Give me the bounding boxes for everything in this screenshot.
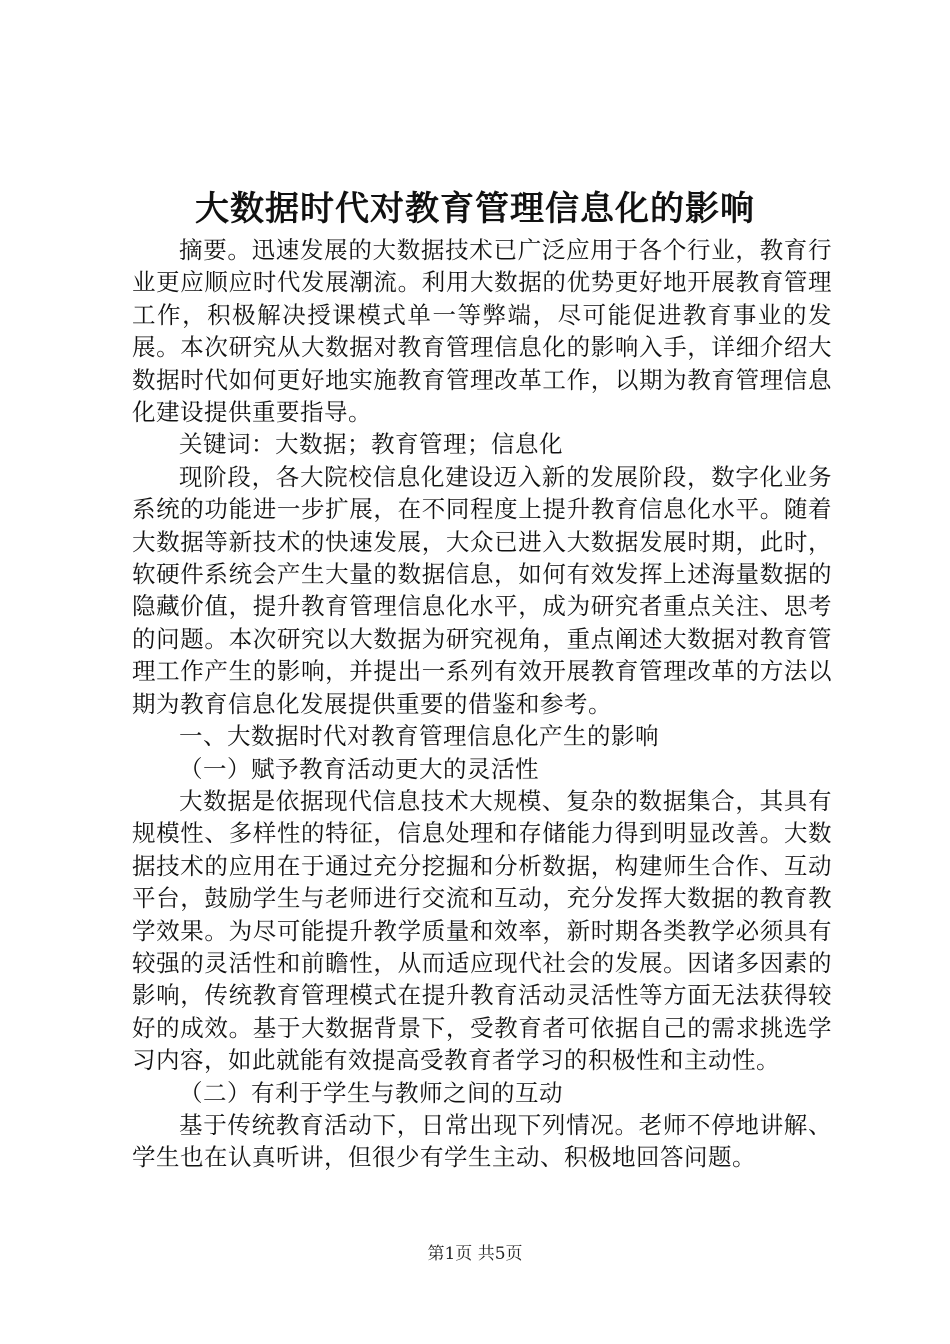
subsection-1-paragraph: 大数据是依据现代信息技术大规模、复杂的数据集合，其具有规模性、多样性的特征，信息处理和存储能力得到明显改善。大数据技术的应用在于通过充分挖掘和分析数据，构建师生合作、互动平台，鼓励学生与老师进行交流和互动，充分发挥大数据的教育教学效果。为尽可能提升教学质量和效率，新时期各类教学必须具有较强的灵活性和前瞻性，从而适应现代社会的发展。因诸多因素的影响，传统教育管理模式在提升教育活动灵活性等方面无法获得较好的成效。基于大数据背景下，受教育者可依据自己的需求挑选学习内容，如此就能有效提高受教育者学习的积极性和主动性。	[132, 786, 832, 1075]
page-footer: 第1页 共5页	[427, 1244, 523, 1264]
subsection-heading-2: （二）有利于学生与教师之间的互动	[179, 1078, 563, 1107]
subsection-heading-1: （一）赋予教育活动更大的灵活性	[179, 754, 539, 783]
abstract-paragraph: 摘要。迅速发展的大数据技术已广泛应用于各个行业，教育行业更应顺应时代发展潮流。利用大数据的优势更好地开展教育管理工作，积极解决授课模式单一等弊端，尽可能促进教育事业的发展。本次研究从大数据对教育管理信息化的影响入手，详细介绍大数据时代如何更好地实施教育管理改革工作，以期为教育管理信息化建设提供重要指导。	[132, 236, 832, 427]
document-title: 大数据时代对教育管理信息化的影响	[195, 189, 755, 229]
subsection-2-paragraph: 基于传统教育活动下，日常出现下列情况。老师不停地讲解、学生也在认真听讲，但很少有学生主动、积极地回答问题。	[132, 1110, 832, 1172]
document-body	[132, 234, 832, 1174]
section-heading-1: 一、大数据时代对教育管理信息化产生的影响	[179, 722, 659, 751]
keywords-line: 关键词：大数据；教育管理；信息化	[179, 430, 563, 459]
intro-paragraph: 现阶段，各大院校信息化建设迈入新的发展阶段，数字化业务系统的功能进一步扩展，在不同程度上提升教育信息化水平。随着大数据等新技术的快速发展，大众已进入大数据发展时期，此时，软硬件系统会产生大量的数据信息，如何有效发挥上述海量数据的隐藏价值，提升教育管理信息化水平，成为研究者重点关注、思考的问题。本次研究以大数据为研究视角，重点阐述大数据对教育管理工作产生的影响，并提出一系列有效开展教育管理改革的方法以期为教育信息化发展提供重要的借鉴和参考。	[132, 462, 832, 718]
